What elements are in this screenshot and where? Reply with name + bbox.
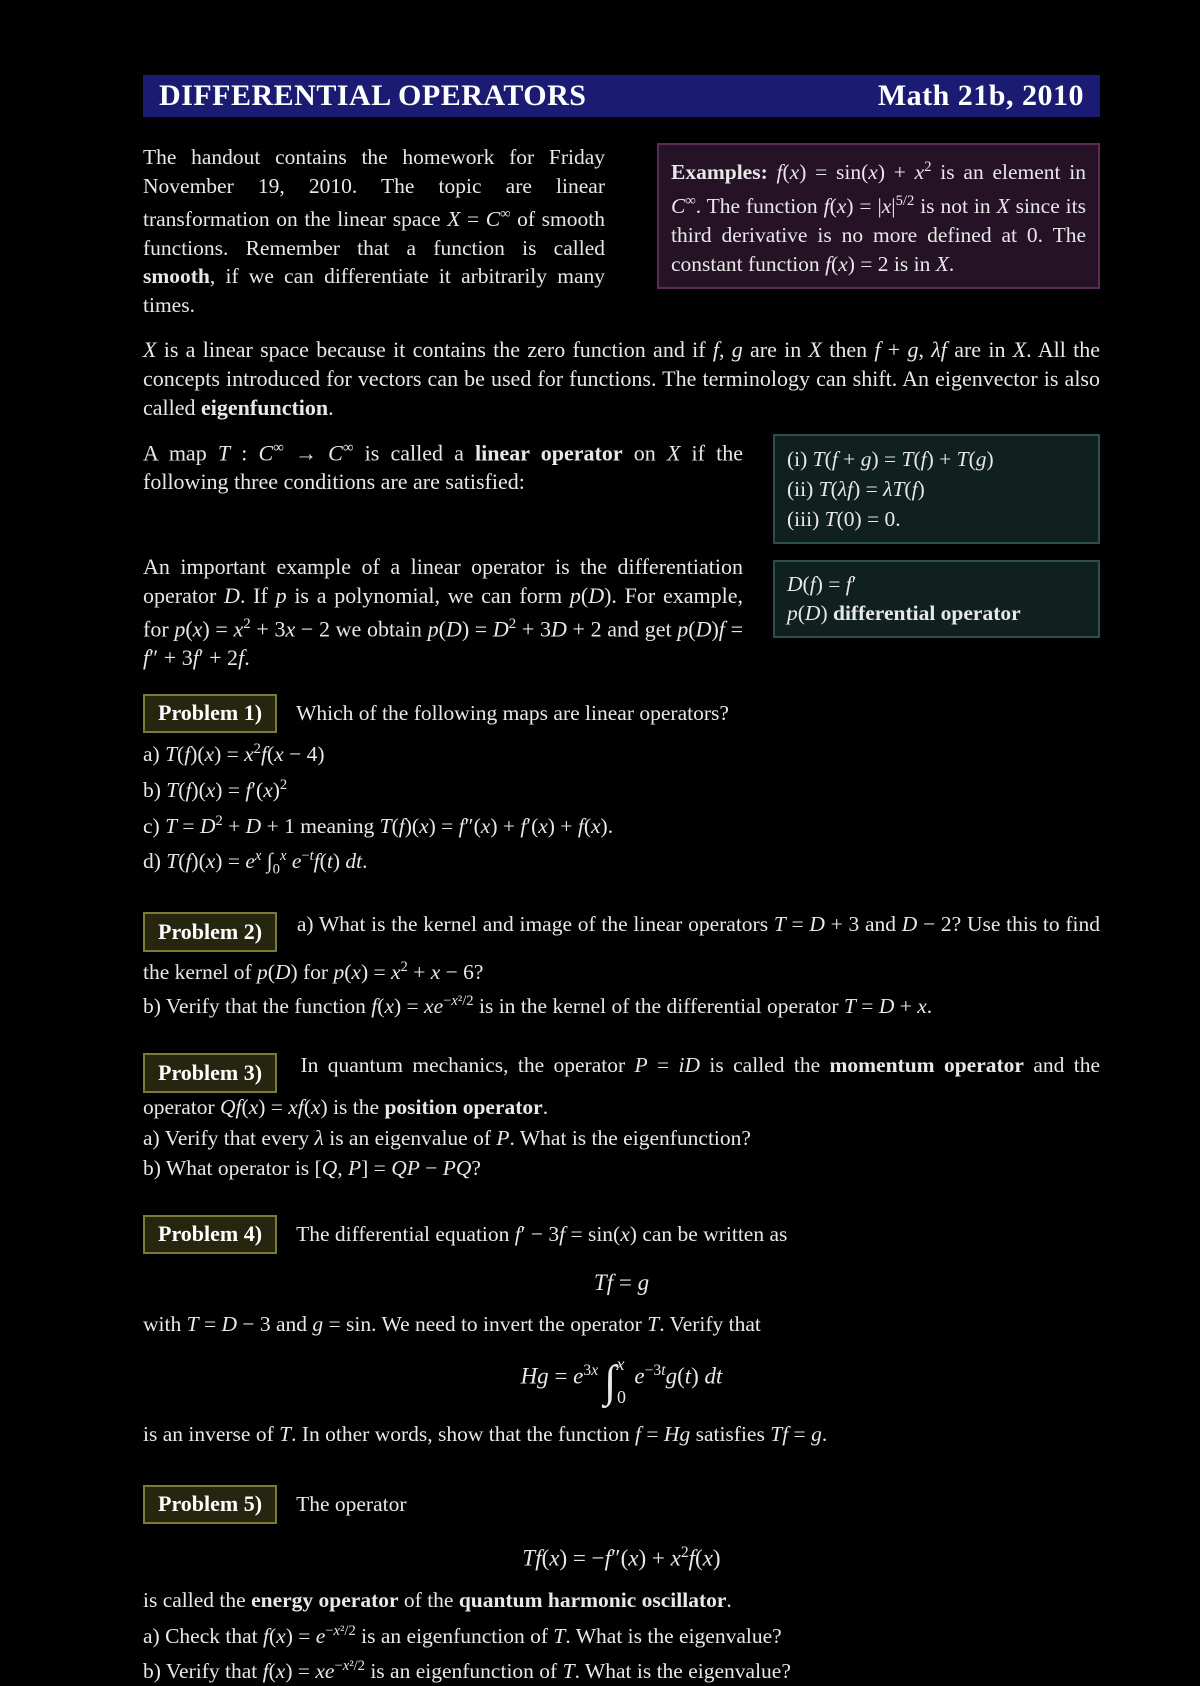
problem-1-item-a: a) $T(f)(x) = x^2f(x - 4)$: [143, 741, 325, 767]
linear-operator-paragraph: A map T : C∞ → C∞ is called a linear operator on X if the following three conditions are are satisfied:: [143, 440, 743, 495]
problem-3-label: Problem 3): [143, 1053, 277, 1093]
differential-operator-section: [143, 552, 1100, 672]
problem-1-label: Problem 1): [143, 694, 277, 733]
problem-1-question: Which of the following maps are linear operators?: [296, 701, 729, 726]
problem-4-display-equation-1: Tf = g: [593, 1269, 650, 1295]
course-label: Math 21b, 2010: [877, 79, 1084, 112]
differential-operator-paragraph: An important example of a linear operator is the differentiation operator D. If p is a polynomial, we can form p(D). For example, for $p(x) = x^2 + 3x - 2$ we obtain $p(D) = D^2 + 3D + 2$ and get p(D)f = f″ + 3f′ + 2f.: [143, 554, 744, 671]
linear-space-paragraph: X is a linear space because it contains the zero function and if f, g are in X then f + g, λf are in X. All the concepts introduced for vectors can be used for functions. The terminology can shift. An eigenvector is also called eigenfunction.: [143, 337, 1100, 421]
problem-2-label: Problem 2): [143, 912, 277, 952]
problem-5-item-b: b) Verify that $f(x) = xe^{-x^2/2}$ is an eigenfunction of T. What is the eigenvalue?: [143, 1658, 791, 1684]
problem-4-label: Problem 4): [143, 1215, 277, 1254]
problem-5: [143, 1485, 1100, 1686]
problem-4: [143, 1215, 1100, 1449]
problem-1: [143, 694, 1100, 884]
problem-1-head: [143, 694, 1100, 733]
conditions-box: [773, 434, 1100, 544]
problem-4-outro-text: is an inverse of T. In other words, show that the function f = Hg satisfies Tf = g.: [143, 1421, 828, 1446]
intro-section: [143, 143, 1100, 319]
intro-paragraph: The handout contains the homework for Friday November 19, 2010. The topic are linear transformation on the linear space X = C∞ of smooth functions. Remember that a function is called smooth, if we can differentiate it arbitrarily many times.: [143, 145, 605, 317]
problem-5-display-equation: $Tf(x) = -f''(x) + x^2f(x)$: [522, 1543, 721, 1571]
problem-5-item-a: a) Check that $f(x) = e^{-x^2/2}$ is an eigenfunction of T. What is the eigenvalue?: [143, 1622, 782, 1648]
problem-5-intro-text: The operator: [296, 1491, 407, 1516]
problem-2-part-b: b) Verify that the function $f(x) = xe^{-x^2/2}$ is in the kernel of the differential operator T = D + x.: [143, 992, 933, 1018]
problem-4-middle-text: with T = D − 3 and g = sin. We need to invert the operator T. Verify that: [143, 1311, 761, 1336]
examples-box: Examples: $f(x) = \sin(x) + x^2$ is an element in C∞. The function $f(x) = |x|^{5/2}$ is not in X since its third derivative is no more defined at 0. The constant function f(x) = 2 is in X.: [657, 143, 1100, 289]
problem-1-item-d: d) $T(f)(x) = e^x$ $\int_0^x$ $e^{-t}f(t)$ dt.: [143, 848, 368, 878]
problem-1-item-c: c) $T = D^2 + D + 1$ meaning T(f)(x) = f″(x) + f′(x) + f(x).: [143, 812, 614, 838]
column-gap: [743, 552, 773, 672]
problem-2-part-a-text: a) What is the kernel and image of the linear operators T = D + 3 and D − 2? Use this to find the kernel of p(D) for $p(x) = x^2 + x - 6$?: [143, 912, 1101, 984]
problem-3-item-a: a) Verify that every λ is an eigenvalue of P. What is the eigenfunction?: [143, 1125, 751, 1150]
problem-3-item-b: b) What operator is [Q, P] = QP − PQ?: [143, 1156, 481, 1181]
column-gap: [743, 434, 773, 544]
problem-3-intro-text: In quantum mechanics, the operator P = iD is called the momentum operator and the operator Qf(x) = xf(x) is the position operator.: [143, 1052, 1101, 1119]
differential-operator-box: D(f) = f′ p(D) differential operator: [773, 560, 1100, 638]
linear-operator-section: [143, 434, 1100, 544]
problem-4-display-equation-2: $Hg = e^{3x}$ ∫$^x_0$ $e^{-3t}g(t)$ dt: [520, 1353, 723, 1407]
problem-2: [143, 910, 1100, 1020]
problem-5-caption: is called the energy operator of the quantum harmonic oscillator.: [143, 1587, 732, 1612]
problem-5-label: Problem 5): [143, 1485, 277, 1524]
condition-ii: (ii) T(λf) = λT(f): [787, 477, 925, 502]
condition-iii: (iii) T(0) = 0.: [787, 507, 901, 532]
condition-i: (i) T(f + g) = T(f) + T(g): [787, 447, 994, 472]
title-bar: [143, 75, 1100, 117]
problem-3: [143, 1051, 1100, 1183]
problem-4-intro-text: The differential equation f′ − 3f = sin(x) can be written as: [296, 1221, 788, 1246]
page-title: DIFFERENTIAL OPERATORS: [159, 79, 587, 112]
problem-1-item-b: b) $T(f)(x) = f'(x)^2$: [143, 777, 288, 803]
problem-5-head: [143, 1485, 1100, 1524]
handout-page: [143, 75, 1100, 1686]
problem-3-intro: [143, 1051, 1100, 1122]
column-gap: [605, 143, 657, 319]
problem-4-head: [143, 1215, 1100, 1254]
problem-2-part-a: [143, 910, 1100, 986]
